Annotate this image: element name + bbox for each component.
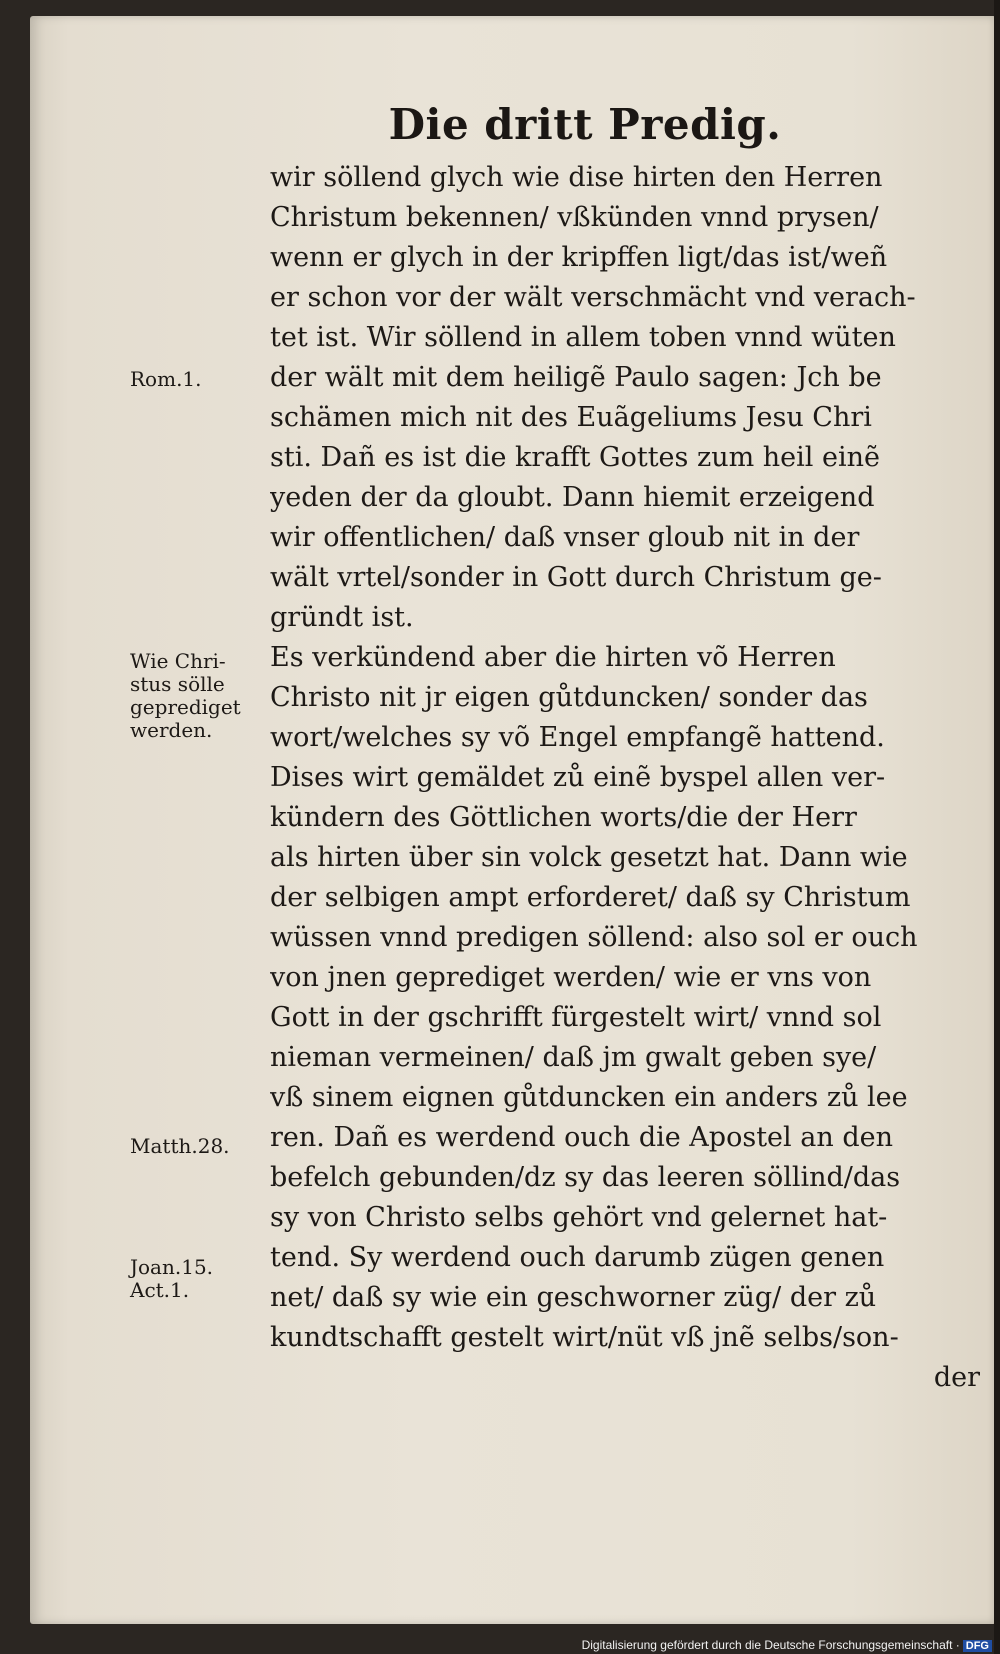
body-text (270, 158, 980, 1398)
margin-note-matth (130, 1135, 265, 1158)
margin-note-line: geprediget (130, 695, 241, 719)
text-line: Dises wirt gemäldet zů einẽ byspel allen ver- (270, 762, 886, 793)
text-line: nieman vermeinen/ daß jm gwalt geben sye/ (270, 1042, 877, 1073)
dfg-logo-badge: DFG (963, 1640, 992, 1652)
scan-edge (994, 0, 1000, 1654)
text-line: tet ist. Wir söllend in allem toben vnnd wüten (270, 322, 896, 353)
text-line: Christo nit jr eigen gůtduncken/ sonder das (270, 682, 868, 713)
text-line: schämen mich nit des Euãgeliums Jesu Chri (270, 402, 872, 433)
text-line: er schon vor der wält verschmächt vnd verach- (270, 282, 916, 313)
text-line: Gott in der gschrifft fürgestelt wirt/ vnnd sol (270, 1002, 882, 1033)
text-line: yeden der da gloubt. Dann hiemit erzeigend (270, 482, 875, 513)
margin-note-line: Act.1. (130, 1278, 190, 1302)
text-line: gründt ist. (270, 602, 414, 633)
digitization-credit (582, 1638, 992, 1652)
text-line: von jnen geprediget werden/ wie er vns von (270, 962, 872, 993)
text-line: vß sinem eignen gůtduncken ein anders zů lee (270, 1082, 908, 1113)
text-line: wüssen vnnd predigen söllend: also sol er ouch (270, 922, 918, 953)
text-line: der selbigen ampt erforderet/ daß sy Christum (270, 882, 911, 913)
text-line: als hirten über sin volck gesetzt hat. Dann wie (270, 842, 908, 873)
text-line: ren. Dañ es werdend ouch die Apostel an den (270, 1122, 893, 1153)
text-line: wir söllend glych wie dise hirten den Herren (270, 162, 883, 193)
running-title: Die dritt Predig. (388, 100, 782, 149)
margin-note-line: Joan.15. (130, 1255, 214, 1279)
text-line: net/ daß sy wie ein geschworner züg/ der zů (270, 1282, 877, 1313)
text-line: wir offentlichen/ daß vnser gloub nit in der (270, 522, 860, 553)
text-line: kundtschafft gestelt wirt/nüt vß jnẽ selbs/son- (270, 1322, 899, 1353)
margin-note-line: werden. (130, 718, 213, 742)
margin-note-joan (130, 1256, 265, 1302)
text-line: sti. Dañ es ist die krafft Gottes zum heil einẽ (270, 442, 880, 473)
text-line: Es verkündend aber die hirten võ Herren (270, 642, 836, 673)
margin-note-rom (130, 368, 265, 391)
credit-text: Digitalisierung gefördert durch die Deutsche Forschungsgemeinschaft · (581, 1638, 960, 1652)
text-line: Christum bekennen/ vßkünden vnnd prysen/ (270, 202, 879, 233)
margin-note-wie-christus (130, 650, 265, 742)
margin-note-line: Rom.1. (130, 367, 202, 391)
margin-note-line: Wie Chri- (130, 649, 226, 673)
margin-note-line: Matth.28. (130, 1134, 230, 1158)
margin-note-line: stus sölle (130, 672, 225, 696)
text-line: wort/welches sy võ Engel empfangẽ hattend. (270, 722, 885, 753)
text-line: befelch gebunden/dz sy das leeren söllind/das (270, 1162, 901, 1193)
catchword: der (933, 1362, 980, 1393)
text-line: sy von Christo selbs gehört vnd gelernet hat- (270, 1202, 888, 1233)
text-line: wenn er glych in der kripffen ligt/das ist/weñ (270, 242, 888, 273)
text-line: wält vrtel/sonder in Gott durch Christum ge- (270, 562, 882, 593)
text-line: kündern des Göttlichen worts/die der Herr (270, 802, 857, 833)
text-line: tend. Sy werdend ouch darumb zügen genen (270, 1242, 885, 1273)
text-line: der wält mit dem heiligẽ Paulo sagen: Jch be (270, 362, 882, 393)
